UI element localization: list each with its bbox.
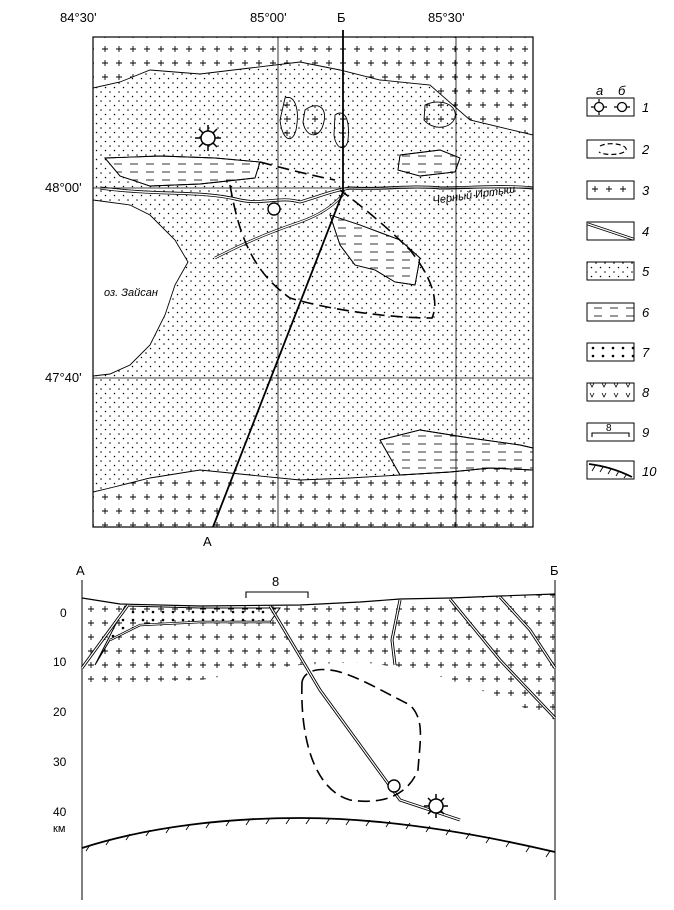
legend-item-3: 3 <box>642 183 650 198</box>
legend-item-4: 4 <box>642 224 650 239</box>
section-moho <box>82 818 555 852</box>
latitude-label-47-40: 47°40' <box>45 370 82 385</box>
depth-unit: км <box>53 823 66 835</box>
lacustrine-patch-east <box>398 150 460 176</box>
legend-sub-b: б <box>618 83 626 98</box>
depth-tick-0: 0 <box>60 606 67 620</box>
lake-label: оз. Зайсан <box>104 287 158 299</box>
legend-item-1: 1 <box>642 100 650 115</box>
section-bracket-icon <box>246 592 308 598</box>
legend-sediment-swatch <box>587 262 634 280</box>
legend-item-10: 10 <box>642 464 657 479</box>
section-end-label: Б <box>550 563 559 578</box>
cross-section-panel <box>53 563 559 900</box>
legend-item-5: 5 <box>642 264 650 279</box>
legend-item-6: 6 <box>642 305 650 320</box>
depth-tick-30: 30 <box>53 755 67 769</box>
depth-tick-20: 20 <box>53 705 67 719</box>
legend-bracket-value: 8 <box>606 423 612 434</box>
legend-volcanic-swatch <box>587 383 634 401</box>
depth-tick-10: 10 <box>53 655 67 669</box>
longitude-label-85-00: 85°00' <box>250 10 287 25</box>
profile-end-b-label: Б <box>337 10 346 25</box>
legend-lacustrine-swatch <box>587 303 634 321</box>
river-label: Черный Иртыш <box>431 183 516 207</box>
legend-item-9: 9 <box>642 425 650 440</box>
profile-end-a-label: А <box>203 534 212 549</box>
legend-granite-swatch <box>587 181 634 199</box>
legend-item-8: 8 <box>642 385 650 400</box>
section-volcano-b-icon <box>388 780 400 792</box>
legend-sub-a: а <box>596 83 604 98</box>
longitude-label-85-30: 85°30' <box>428 10 465 25</box>
legend-item-2: 2 <box>642 142 650 157</box>
depth-tick-40: 40 <box>53 805 67 819</box>
map-panel <box>45 10 533 549</box>
volcano-symbol-b-icon <box>268 203 280 215</box>
legend-item-7: 7 <box>642 345 650 360</box>
latitude-label-48-00: 48°00' <box>45 180 82 195</box>
section-start-label: А <box>76 563 85 578</box>
section-bracket-value: 8 <box>272 574 280 589</box>
legend <box>587 83 657 479</box>
legend-coarse-swatch <box>587 343 634 361</box>
longitude-label-84-30: 84°30' <box>60 10 97 25</box>
